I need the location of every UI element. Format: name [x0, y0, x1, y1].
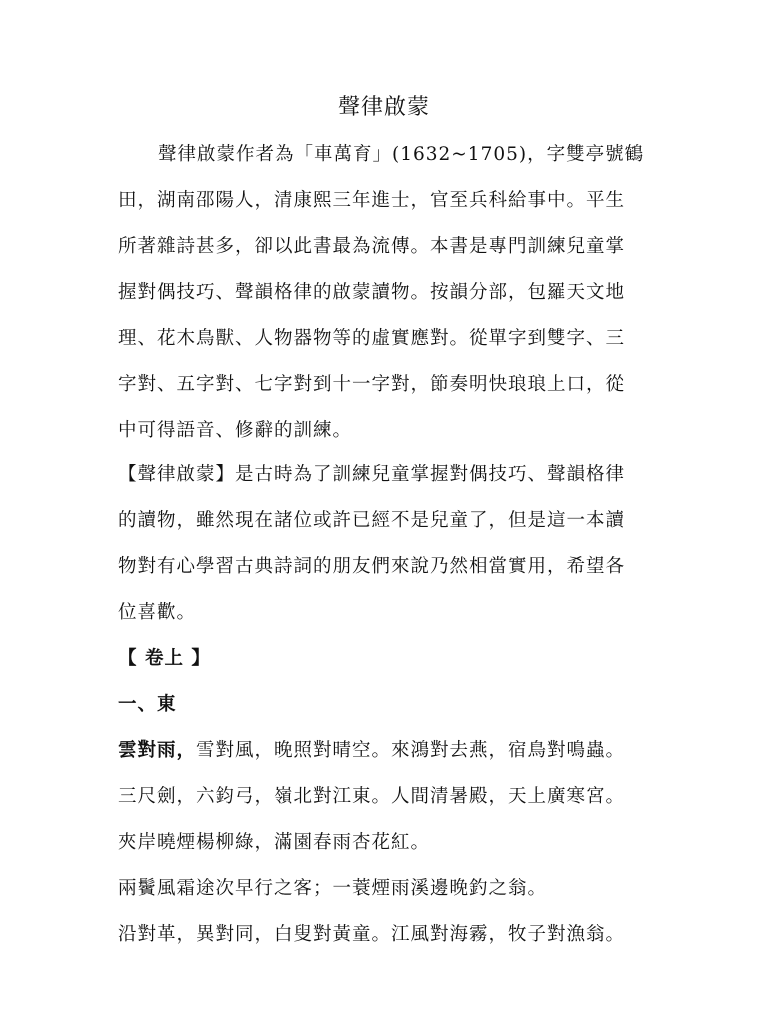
verse-line-2: 三尺劍，六鈞弓，嶺北對江東。人間清暑殿，天上廣寒宮。	[118, 786, 626, 807]
intro-line-7: 中可得語音、修辭的訓練。	[118, 420, 353, 441]
intro-line-1: 聲律啟蒙作者為「車萬育」(1632~1705)，字雙亭號鶴	[158, 144, 645, 165]
intro-line-4: 握對偶技巧、聲韻格律的啟蒙讀物。按韻分部，包羅天文地	[118, 282, 626, 303]
intro-line-5: 理、花木鳥獸、人物器物等的虛實應對。從單字到雙字、三	[118, 328, 626, 349]
intro-line-3: 所著雜詩甚多，卻以此書最為流傳。本書是專門訓練兒童掌	[118, 236, 626, 257]
note-line-1: 【聲律啟蒙】是古時為了訓練兒童掌握對偶技巧、聲韻格律	[118, 464, 626, 485]
verse-line-1-rest: 雪對風，晚照對晴空。來鴻對去燕，宿鳥對鳴蟲。	[196, 740, 626, 761]
verse-line-1	[118, 737, 625, 765]
volume-heading: 【 卷上 】	[118, 648, 211, 669]
note-line-4: 位喜歡。	[118, 602, 197, 623]
document-title: 聲律啟蒙	[337, 95, 430, 120]
section-heading: 一、東	[118, 694, 177, 715]
verse-line-5: 沿對革，異對同，白叟對黃童。江風對海霧，牧子對漁翁。	[118, 924, 626, 945]
intro-line-2: 田，湖南邵陽人，清康熙三年進士，官至兵科給事中。平生	[118, 190, 626, 211]
verse-line-3: 夾岸曉煙楊柳綠，滿園春雨杏花紅。	[118, 832, 431, 853]
verse-line-4: 兩鬢風霜途次早行之客；一蓑煙雨溪邊晚釣之翁。	[118, 878, 548, 899]
note-line-3: 物對有心學習古典詩詞的朋友們來說乃然相當實用，希望各	[118, 556, 626, 577]
intro-line-6: 字對、五字對、七字對到十一字對，節奏明快琅琅上口，從	[118, 374, 626, 395]
note-line-2: 的讀物，雖然現在諸位或許已經不是兒童了，但是這一本讀	[118, 510, 626, 531]
verse-bold-lead: 雲對雨，	[118, 740, 197, 761]
